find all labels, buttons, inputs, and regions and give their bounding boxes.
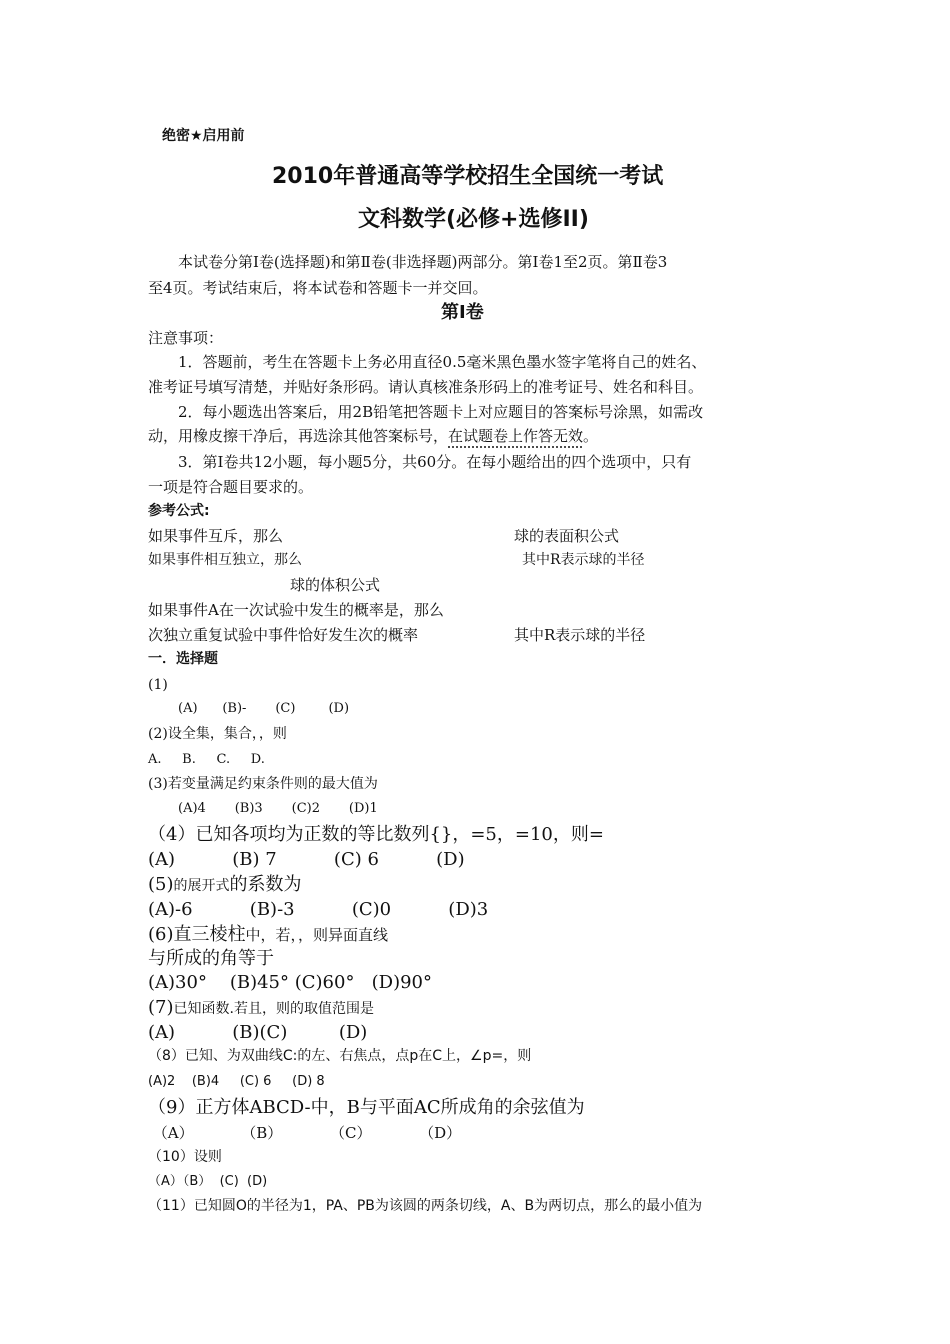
- formulas-label: 参考公式:: [148, 503, 210, 519]
- secret-label: 绝密★启用前: [162, 128, 245, 144]
- question-10: （10）设则: [148, 1149, 222, 1165]
- question-9-options: （A） （B） （C） （D）: [148, 1124, 462, 1142]
- formula-5-right: 其中R表示球的半径: [514, 626, 646, 644]
- note-3-line-1: 3．第Ⅰ卷共12小题，每小题5分，共60分。在每小题给出的四个选项中，只有: [178, 453, 692, 471]
- question-8: （8）已知、为双曲线C:的左、右焦点，点p在C上，∠p=，则: [148, 1048, 532, 1064]
- question-6-line-2: 与所成的角等于: [148, 948, 274, 969]
- question-3: (3)若变量满足约束条件则的最大值为: [148, 776, 378, 792]
- question-9: （9）正方体ABCD-中，B与平面AC所成角的余弦值为: [148, 1097, 585, 1118]
- formula-3-mid: 球的体积公式: [290, 576, 381, 594]
- question-6-options: (A)30° (B)45° (C)60° (D)90°: [148, 972, 433, 993]
- question-5-options: (A)-6 (B)-3 (C)0 (D)3: [148, 899, 489, 920]
- question-6-start: (6)直三棱柱: [148, 924, 246, 945]
- formula-1-left: 如果事件互斥，那么: [148, 527, 284, 545]
- question-6: [148, 924, 388, 946]
- question-7-options: (A) (B)(C) (D): [148, 1022, 368, 1043]
- intro-line-1: 本试卷分第Ⅰ卷(选择题)和第Ⅱ卷(非选择题)两部分。第Ⅰ卷1至2页。第Ⅱ卷3: [178, 253, 668, 271]
- question-5-end: 的系数为: [229, 874, 302, 895]
- formula-2-left: 如果事件相互独立，那么: [148, 552, 302, 568]
- question-5: [148, 874, 302, 896]
- note-3-line-2: 一项是符合题目要求的。: [148, 478, 314, 496]
- formula-4-left: 如果事件A在一次试验中发生的概率是，那么: [148, 601, 444, 619]
- formula-5-left: 次独立重复试验中事件恰好发生次的概率: [148, 626, 419, 644]
- note-1-line-1: 1．答题前，考生在答题卡上务必用直径0.5毫米黑色墨水签字笔将自己的姓名、: [178, 353, 707, 371]
- formula-1-right: 球的表面积公式: [514, 527, 620, 545]
- question-10-options: （A）（B） (C) (D): [148, 1174, 268, 1189]
- note-2-line-2-c: 。: [583, 427, 599, 445]
- note-2-emphasis: 在试题卷上作答无效: [448, 427, 584, 445]
- exam-subtitle: 文科数学(必修+选修II): [358, 207, 589, 232]
- question-5-mid: 的展开式: [173, 878, 230, 894]
- note-1-line-2: 准考证号填写清楚，并贴好条形码。请认真核准条形码上的准考证号、姓名和科目。: [148, 378, 704, 396]
- question-1: (1): [148, 677, 168, 693]
- note-2-line-2: [148, 427, 598, 445]
- question-1-options: (A) (B)- (C) (D): [178, 701, 350, 716]
- question-11: （11）已知圆O的半径为1，PA、PB为该圆的两条切线，A、B为两切点，那么的最小值为: [148, 1198, 703, 1214]
- question-3-options: (A)4 (B)3 (C)2 (D)1: [178, 801, 378, 816]
- question-2: (2)设全集，集合，，则: [148, 726, 287, 742]
- question-7-number: (7): [148, 997, 174, 1018]
- question-8-options: (A)2 (B)4 (C) 6 (D) 8: [148, 1074, 325, 1089]
- notes-label: 注意事项：: [148, 329, 224, 347]
- question-6-mid: 中，若，，则异面直线: [245, 926, 389, 944]
- formula-2-right: 其中R表示球的半径: [522, 552, 645, 568]
- question-4: （4）已知各项均为正数的等比数列{}，=5，=10，则=: [148, 824, 604, 845]
- question-2-options: A. B. C. D.: [148, 752, 265, 767]
- note-2-line-2-a: 动，用橡皮擦干净后，再选涂其他答案标号，: [148, 427, 449, 445]
- question-5-number: (5): [148, 874, 174, 895]
- question-4-options: (A) (B) 7 (C) 6 (D): [148, 849, 465, 870]
- intro-line-2: 至4页。考试结束后，将本试卷和答题卡一并交回。: [148, 279, 488, 297]
- question-7-text: 已知函数.若且，则的取值范围是: [173, 1001, 374, 1017]
- section-title: 第Ⅰ卷: [441, 302, 484, 323]
- exam-title: 2010年普通高等学校招生全国统一考试: [272, 164, 664, 189]
- question-7: [148, 997, 374, 1019]
- part-label: 一．选择题: [148, 651, 218, 667]
- note-2-line-1: 2．每小题选出答案后，用2B铅笔把答题卡上对应题目的答案标号涂黑，如需改: [178, 403, 704, 421]
